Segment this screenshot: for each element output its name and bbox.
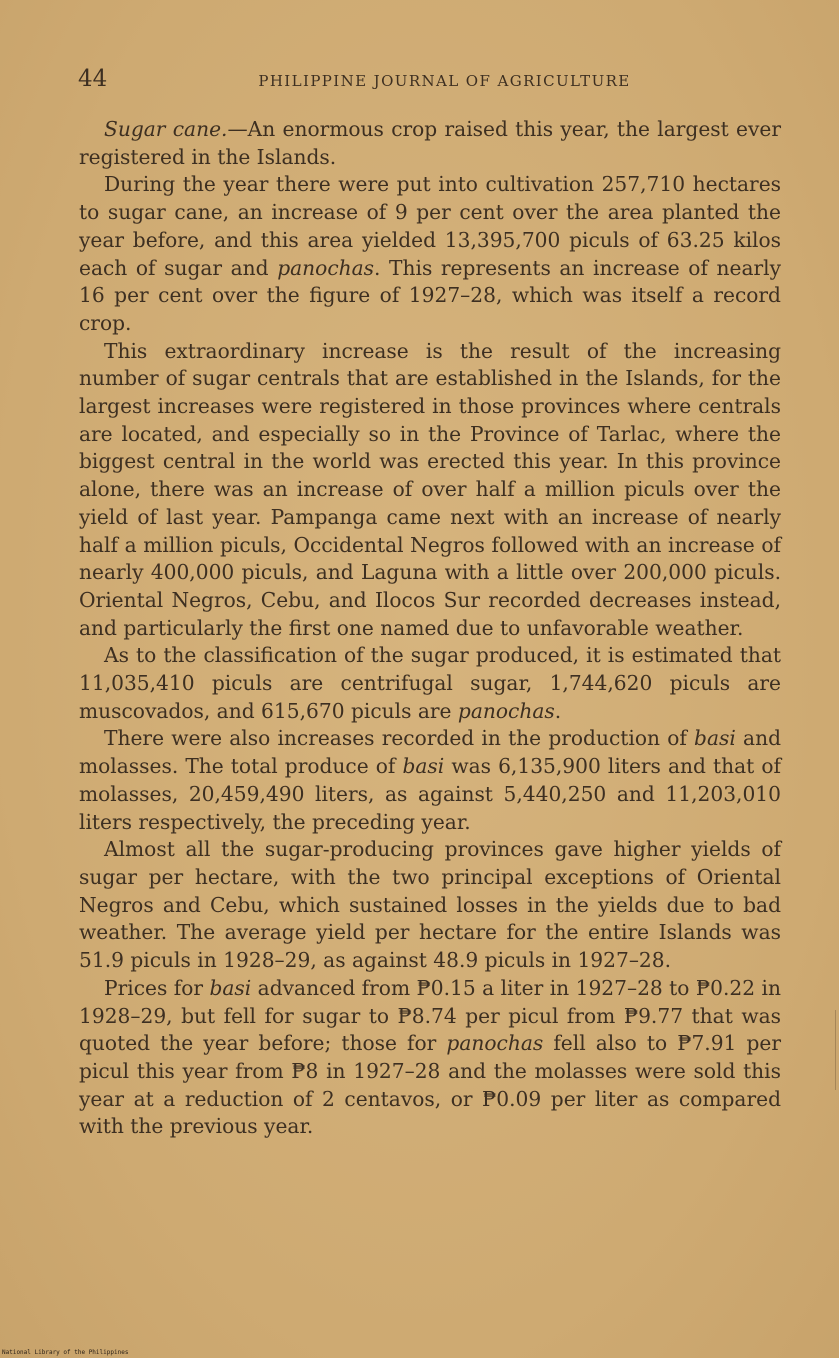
paragraph-text: Prices for	[104, 975, 210, 1000]
italic-term: basi	[694, 726, 736, 751]
paragraph-text: This extraordinary increase is the result of the increasing number of sugar centrals that are established in the Islands, for the largest increases were registered in those provinces where centrals are located, and especially so in the Province of Tarlac, where the biggest central in the world was erected this year. In this province alone, there was an increase of over half a million piculs over the yield of last year. Pampanga came next with an increase of nearly half a million piculs, Occidental Negros followed with an increase of nearly 400,000 piculs, and Laguna with a little over 200,000 piculs. Oriental Negros, Cebu, and Ilocos Sur recorded decreases instead, and particularly the first one named due to unfavorable weather.	[79, 338, 781, 640]
paragraph	[79, 725, 781, 836]
paragraph	[79, 975, 781, 1141]
paragraph-text: During the year there were put into cultivation 257,710 hectares to sugar cane, an increase of 9 per cent over the area planted the year before, and this area yielded 13,395,700 piculs of 63.25 kilos each of sugar and	[79, 172, 781, 280]
running-title: PHILIPPINE JOURNAL OF AGRICULTURE	[258, 72, 631, 90]
paragraph-text: and molasses. The total produce of	[79, 726, 781, 779]
paragraph-text: There were also increases recorded in the production of	[104, 726, 695, 751]
paragraph-text: As to the classification of the sugar produced, it is estimated that 11,035,410 piculs are centrifugal sugar, 1,744,620 piculs are muscovados, and 615,670 piculs are	[79, 643, 781, 723]
paragraph-text: —An enormous crop raised this year, the largest ever registered in the Islands.	[79, 117, 781, 169]
article-body	[79, 116, 781, 1141]
italic-term: basi	[209, 975, 252, 1000]
paragraph-text: advanced from ₱0.15 a liter in 1927–28 to ₱0.22 in 1928–29, but fell for sugar to ₱8.74 per picul from ₱9.77 that was quoted the year before; those for	[79, 975, 781, 1056]
library-credit: National Library of the Philippines	[2, 1349, 129, 1356]
section-heading: Sugar cane.	[104, 117, 228, 141]
paragraph	[79, 836, 781, 975]
paragraph	[79, 116, 781, 171]
italic-term: panochas	[277, 255, 375, 280]
paragraph-text: . This represents an increase of nearly 16 per cent over the figure of 1927–28, which was itself a record crop.	[79, 255, 782, 335]
paragraph-text: was 6,135,900 liters and that of molasses, 20,459,490 liters, as against 5,440,250 and 11,203,010 liters respectively, the preceding year.	[79, 754, 781, 834]
paragraph-text: .	[554, 698, 562, 723]
paragraph-text: Almost all the sugar-producing provinces gave higher yields of sugar per hectare, with the two principal exceptions of Oriental Negros and Cebu, which sustained losses in the yields due to bad weather. The average yield per hectare for the entire Islands was 51.9 piculs in 1928–29, as against 48.9 piculs in 1927–28.	[79, 837, 781, 973]
paragraph-text: fell also to ₱7.91 per picul this year from ₱8 in 1927–28 and the molasses were sold this year at a reduction of 2 centavos, or ₱0.09 per liter as compared with the previous year.	[79, 1031, 781, 1139]
page-number: 44	[78, 66, 108, 92]
italic-term: panochas	[457, 698, 555, 723]
page-edge-mark	[833, 1010, 836, 1090]
paragraph	[79, 642, 781, 725]
paragraph	[79, 338, 781, 643]
italic-term: basi	[402, 754, 445, 779]
italic-term: panochas	[446, 1031, 544, 1056]
paragraph	[79, 171, 781, 337]
page-header	[78, 66, 783, 96]
